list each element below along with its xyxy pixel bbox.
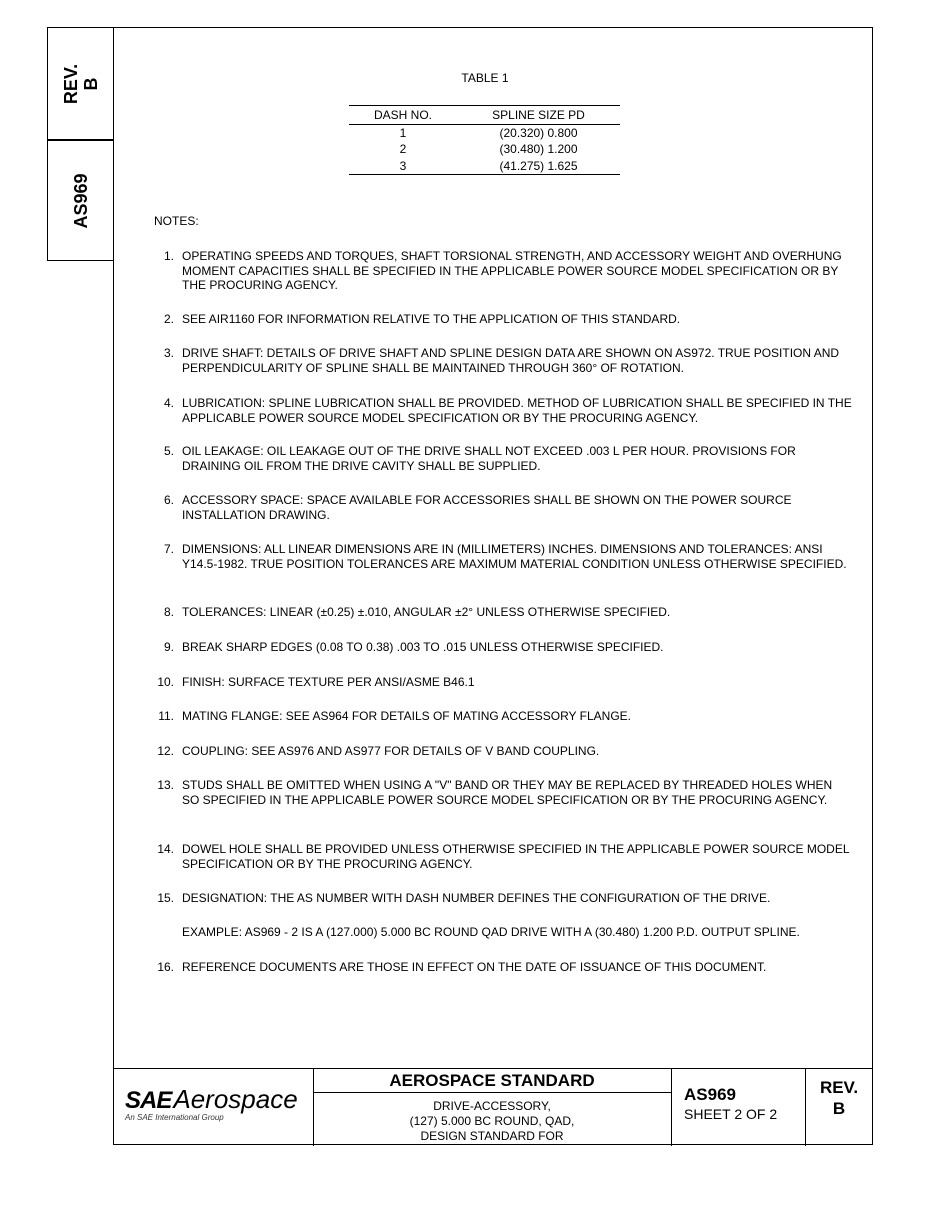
note-text: STUDS SHALL BE OMITTED WHEN USING A "V" BAND OR THEY MAY BE REPLACED BY THREADED HOLES WHEN SO SPECIFIED IN THE APPLICABLE POWER SOURCE MODEL SPECIFICATION OR BY THE PROCURING AGENCY. bbox=[182, 778, 833, 807]
spline-cell: (20.320) 0.800 bbox=[499, 125, 578, 140]
note-number: 5. bbox=[163, 444, 174, 458]
side-doc-box bbox=[47, 140, 113, 261]
note-number: 15. bbox=[157, 891, 174, 905]
table-row bbox=[349, 158, 620, 175]
dash-cell: 3 bbox=[349, 158, 457, 175]
table-header-row bbox=[349, 106, 620, 125]
note-number: 10. bbox=[157, 675, 174, 689]
note-text: EXAMPLE: AS969 - 2 IS A (127.000) 5.000 BC ROUND QAD DRIVE WITH A (30.480) 1.200 P.D. OUTPUT SPLINE. bbox=[182, 925, 800, 939]
rev-label: REV. bbox=[819, 1078, 859, 1097]
note-number: 2. bbox=[163, 312, 174, 326]
page-border bbox=[113, 27, 873, 1145]
note-number: 14. bbox=[157, 842, 174, 856]
note-number: 8. bbox=[163, 605, 174, 619]
spline-cell: (30.480) 1.200 bbox=[499, 142, 578, 156]
standard-line: (127) 5.000 BC ROUND, QAD, bbox=[409, 1113, 575, 1128]
standard-line: DESIGN STANDARD FOR bbox=[420, 1128, 564, 1143]
note-text: BREAK SHARP EDGES (0.08 TO 0.38) .003 TO .015 UNLESS OTHERWISE SPECIFIED. bbox=[182, 640, 664, 654]
note-number: 4. bbox=[163, 396, 174, 410]
note-text: DESIGNATION: THE AS NUMBER WITH DASH NUMBER DEFINES THE CONFIGURATION OF THE DRIVE. bbox=[182, 891, 771, 905]
note-text: DRIVE SHAFT: DETAILS OF DRIVE SHAFT AND SPLINE DESIGN DATA ARE SHOWN ON AS972. TRUE POSITION AND PERPENDICULARITY OF SPLINE SHALL BE MAINTAINED THROUGH 360° OF ROTATION. bbox=[182, 346, 840, 375]
note-number: 13. bbox=[157, 778, 174, 792]
note-text: COUPLING: SEE AS976 AND AS977 FOR DETAILS OF V BAND COUPLING. bbox=[182, 744, 600, 758]
note-text: FINISH: SURFACE TEXTURE PER ANSI/ASME B46.1 bbox=[182, 675, 475, 689]
standard-line: DRIVE-ACCESSORY, bbox=[433, 1099, 551, 1113]
note-text: LUBRICATION: SPLINE LUBRICATION SHALL BE PROVIDED. METHOD OF LUBRICATION SHALL BE SPECIFIED IN THE APPLICABLE POWER SOURCE MODEL SPECIFICATION OR BY THE PROCURING AGENCY. bbox=[182, 396, 852, 425]
header-spline-size: SPLINE SIZE PD bbox=[457, 106, 620, 125]
table-row bbox=[349, 141, 620, 158]
table-caption: TABLE 1 bbox=[461, 71, 509, 85]
title-block bbox=[113, 1068, 873, 1146]
note-number: 7. bbox=[163, 542, 174, 556]
sae-aerospace-logo bbox=[113, 1069, 314, 1146]
logo-brand: SAE bbox=[125, 1087, 172, 1114]
note-text: TOLERANCES: LINEAR (±0.25) ±.010, ANGULAR ±2° UNLESS OTHERWISE SPECIFIED. bbox=[182, 605, 671, 619]
note-number: 3. bbox=[163, 346, 174, 360]
header-dash-no: DASH NO. bbox=[349, 106, 457, 125]
note-text: SEE AIR1160 FOR INFORMATION RELATIVE TO THE APPLICATION OF THIS STANDARD. bbox=[182, 312, 681, 326]
rev-value: B bbox=[832, 1099, 846, 1118]
note-number: 9. bbox=[163, 640, 174, 654]
doc-number-box bbox=[671, 1069, 806, 1146]
note-text: OPERATING SPEEDS AND TORQUES, SHAFT TORSIONAL STRENGTH, AND ACCESSORY WEIGHT AND OVERHUNG MOMENT CAPACITIES SHALL BE SPECIFIED IN THE APPLICABLE POWER SOURCE MODEL SPECIFICATION OR BY THE PROCURING AGENCY. bbox=[182, 249, 842, 292]
note-number: 1. bbox=[163, 249, 174, 263]
dash-cell: 2 bbox=[399, 142, 407, 156]
note-text: DIMENSIONS: ALL LINEAR DIMENSIONS ARE IN (MILLIMETERS) INCHES. DIMENSIONS AND TOLERANCES: ANSI Y14.5-1982. TRUE POSITION TOLERANCES ARE MAXIMUM MATERIAL CONDITION UNLESS OTHERWISE SPECIFIED. bbox=[182, 542, 847, 571]
note-text: OIL LEAKAGE: OIL LEAKAGE OUT OF THE DRIVE SHALL NOT EXCEED .003 L PER HOUR. PROVISIONS FOR DRAINING OIL FROM THE DRIVE CAVITY SHALL BE SUPPLIED. bbox=[182, 444, 796, 473]
logo-tagline: An SAE International Group bbox=[125, 1113, 224, 1122]
standard-heading: AEROSPACE STANDARD bbox=[313, 1069, 671, 1093]
side-rev-line-2: B bbox=[80, 77, 101, 91]
side-rev-line-1: REV. bbox=[60, 63, 81, 104]
revision-box bbox=[805, 1069, 873, 1146]
note-text: MATING FLANGE: SEE AS964 FOR DETAILS OF MATING ACCESSORY FLANGE. bbox=[182, 709, 631, 723]
standard-title-box bbox=[313, 1069, 672, 1146]
note-number: 6. bbox=[163, 493, 174, 507]
note-text: ACCESSORY SPACE: SPACE AVAILABLE FOR ACCESSORIES SHALL BE SHOWN ON THE POWER SOURCE INSTALLATION DRAWING. bbox=[182, 493, 792, 522]
logo-word: Aerospace bbox=[173, 1084, 298, 1114]
note-number: 11. bbox=[158, 709, 174, 723]
note-text: DOWEL HOLE SHALL BE PROVIDED UNLESS OTHERWISE SPECIFIED IN THE APPLICABLE POWER SOURCE MODEL SPECIFICATION OR BY THE PROCURING AGENCY. bbox=[182, 842, 850, 871]
standard-description bbox=[313, 1093, 671, 1143]
note-text: REFERENCE DOCUMENTS ARE THOSE IN EFFECT ON THE DATE OF ISSUANCE OF THIS DOCUMENT. bbox=[182, 960, 767, 974]
sheet-number: SHEET 2 OF 2 bbox=[684, 1106, 778, 1122]
note-number: 12. bbox=[157, 744, 174, 758]
side-doc-label: AS969 bbox=[70, 172, 91, 229]
dash-cell: 1 bbox=[399, 125, 407, 140]
spline-cell: (41.275) 1.625 bbox=[457, 158, 620, 175]
note-number: 16. bbox=[157, 960, 174, 974]
logo-mark bbox=[125, 1084, 298, 1115]
doc-number: AS969 bbox=[684, 1085, 736, 1104]
table-row bbox=[349, 124, 620, 141]
notes-title: NOTES: bbox=[154, 214, 199, 228]
spline-table bbox=[349, 105, 620, 175]
